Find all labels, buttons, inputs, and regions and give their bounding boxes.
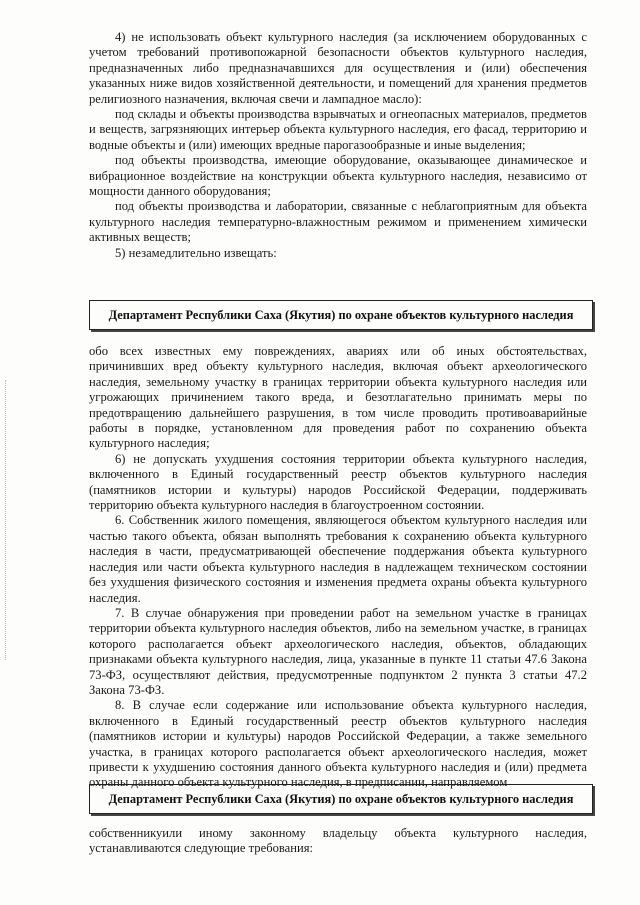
paragraph-item-6-territory: 6) не допускать ухудшения состояния территории объекта культурного наследия, включенного в Единый государственный реестр объектов культурного наследия (памятников истории и культуры) народов Российской Федерации, поддерживать территорию объекта культурного наследия в благоустроенном состоянии. [89,451,587,513]
paragraph-warehouses: под склады и объекты производства взрывчатых и огнеопасных материалов, предметов и веществ, загрязняющих интерьер объекта культурного наследия, его фасад, территорию и водные объекты и (или) имеющих вредные парогазообразные и иные выделения; [89,107,587,152]
paragraph-production-equipment: под объекты производства, имеющие оборудование, оказывающее динамическое и вибрационное воздействие на конструкции объекта культурного наследия, независимо от мощности данного оборудования; [89,153,587,199]
text-section-bottom [89,826,587,857]
text-section-middle [89,344,587,791]
paragraph-laboratories: под объекты производства и лаборатории, связанные с неблагоприятным для объекта культурного наследия температурно-влажностным режимом и применением химически активных веществ; [89,199,587,245]
department-stamp-2-text: Департамент Республики Саха (Якутия) по охране объектов культурного наследия [108,791,574,806]
scan-edge-marks [5,380,8,660]
paragraph-section-8-requirements: 8. В случае если содержание или использование объекта культурного наследия, включенного в Единый государственный реестр объектов культурного наследия (памятников истории и культуры) народов Российской Федерации, а также земельного участка, в границах которого располагается объект археологического наследия, может привести к ухудшению состояния данного объекта культурного наследия и (или) предмета охраны данного объекта культурного наследия, в предписании, направляемом [89,698,587,790]
text-section-top [89,30,587,261]
department-stamp-1 [89,300,593,330]
department-stamp-1-text: Департамент Республики Саха (Якутия) по охране объектов культурного наследия [108,307,574,322]
paragraph-section-6-owner: 6. Собственник жилого помещения, являющегося объектом культурного наследия или частью такого объекта, обязан выполнять требования к сохранению объекта культурного наследия в части, предусматривающей обеспечение поддержания объекта культурного наследия или части объекта культурного наследия в надлежащем техническом состоянии без ухудшения физического состояния и изменения предмета охраны объекта культурного наследия. [89,513,587,605]
paragraph-damage-notification: обо всех известных ему повреждениях, авариях или об иных обстоятельствах, причинивших вред объекту культурного наследия, включая объект археологического наследия, земельному участку в границах территории объекта культурного наследия или угрожающих причинением такого вреда, и безотлагательно принимать меры по предотвращению дальнейшего разрушения, в том числе проводить противоаварийные работы в порядке, установленном для проведения работ по сохранению объекта культурного наследия; [89,344,587,451]
paragraph-owner-requirements: собственникуили иному законному владельцу объекта культурного наследия, устанавливаются следующие требования: [89,826,587,856]
paragraph-item-5: 5) незамедлительно извещать: [115,245,277,260]
paragraph-item-4: 4) не использовать объект культурного наследия (за исключением оборудованных с учетом требований противопожарной безопасности объектов культурного наследия, предназначенных либо предназначавшихся для осуществления и (или) обеспечения указанных ниже видов хозяйственной деятельности, и помещений для хранения предметов религиозного назначения, включая свечи и лампадное масло): [89,30,587,106]
department-stamp-2 [89,784,593,814]
paragraph-section-7-discovery: 7. В случае обнаружения при проведении работ на земельном участке в границах территории объекта культурного наследия объектов, либо на земельном участке, в границах которого располагается объект археологического наследия, объектов, обладающих признаками объекта культурного наследия, лица, указанные в пункте 11 статьи 47.6 Закона 73-ФЗ, осуществляют действия, предусмотренные подпунктом 2 пункта 3 статьи 47.2 Закона 73-ФЗ. [89,605,587,697]
